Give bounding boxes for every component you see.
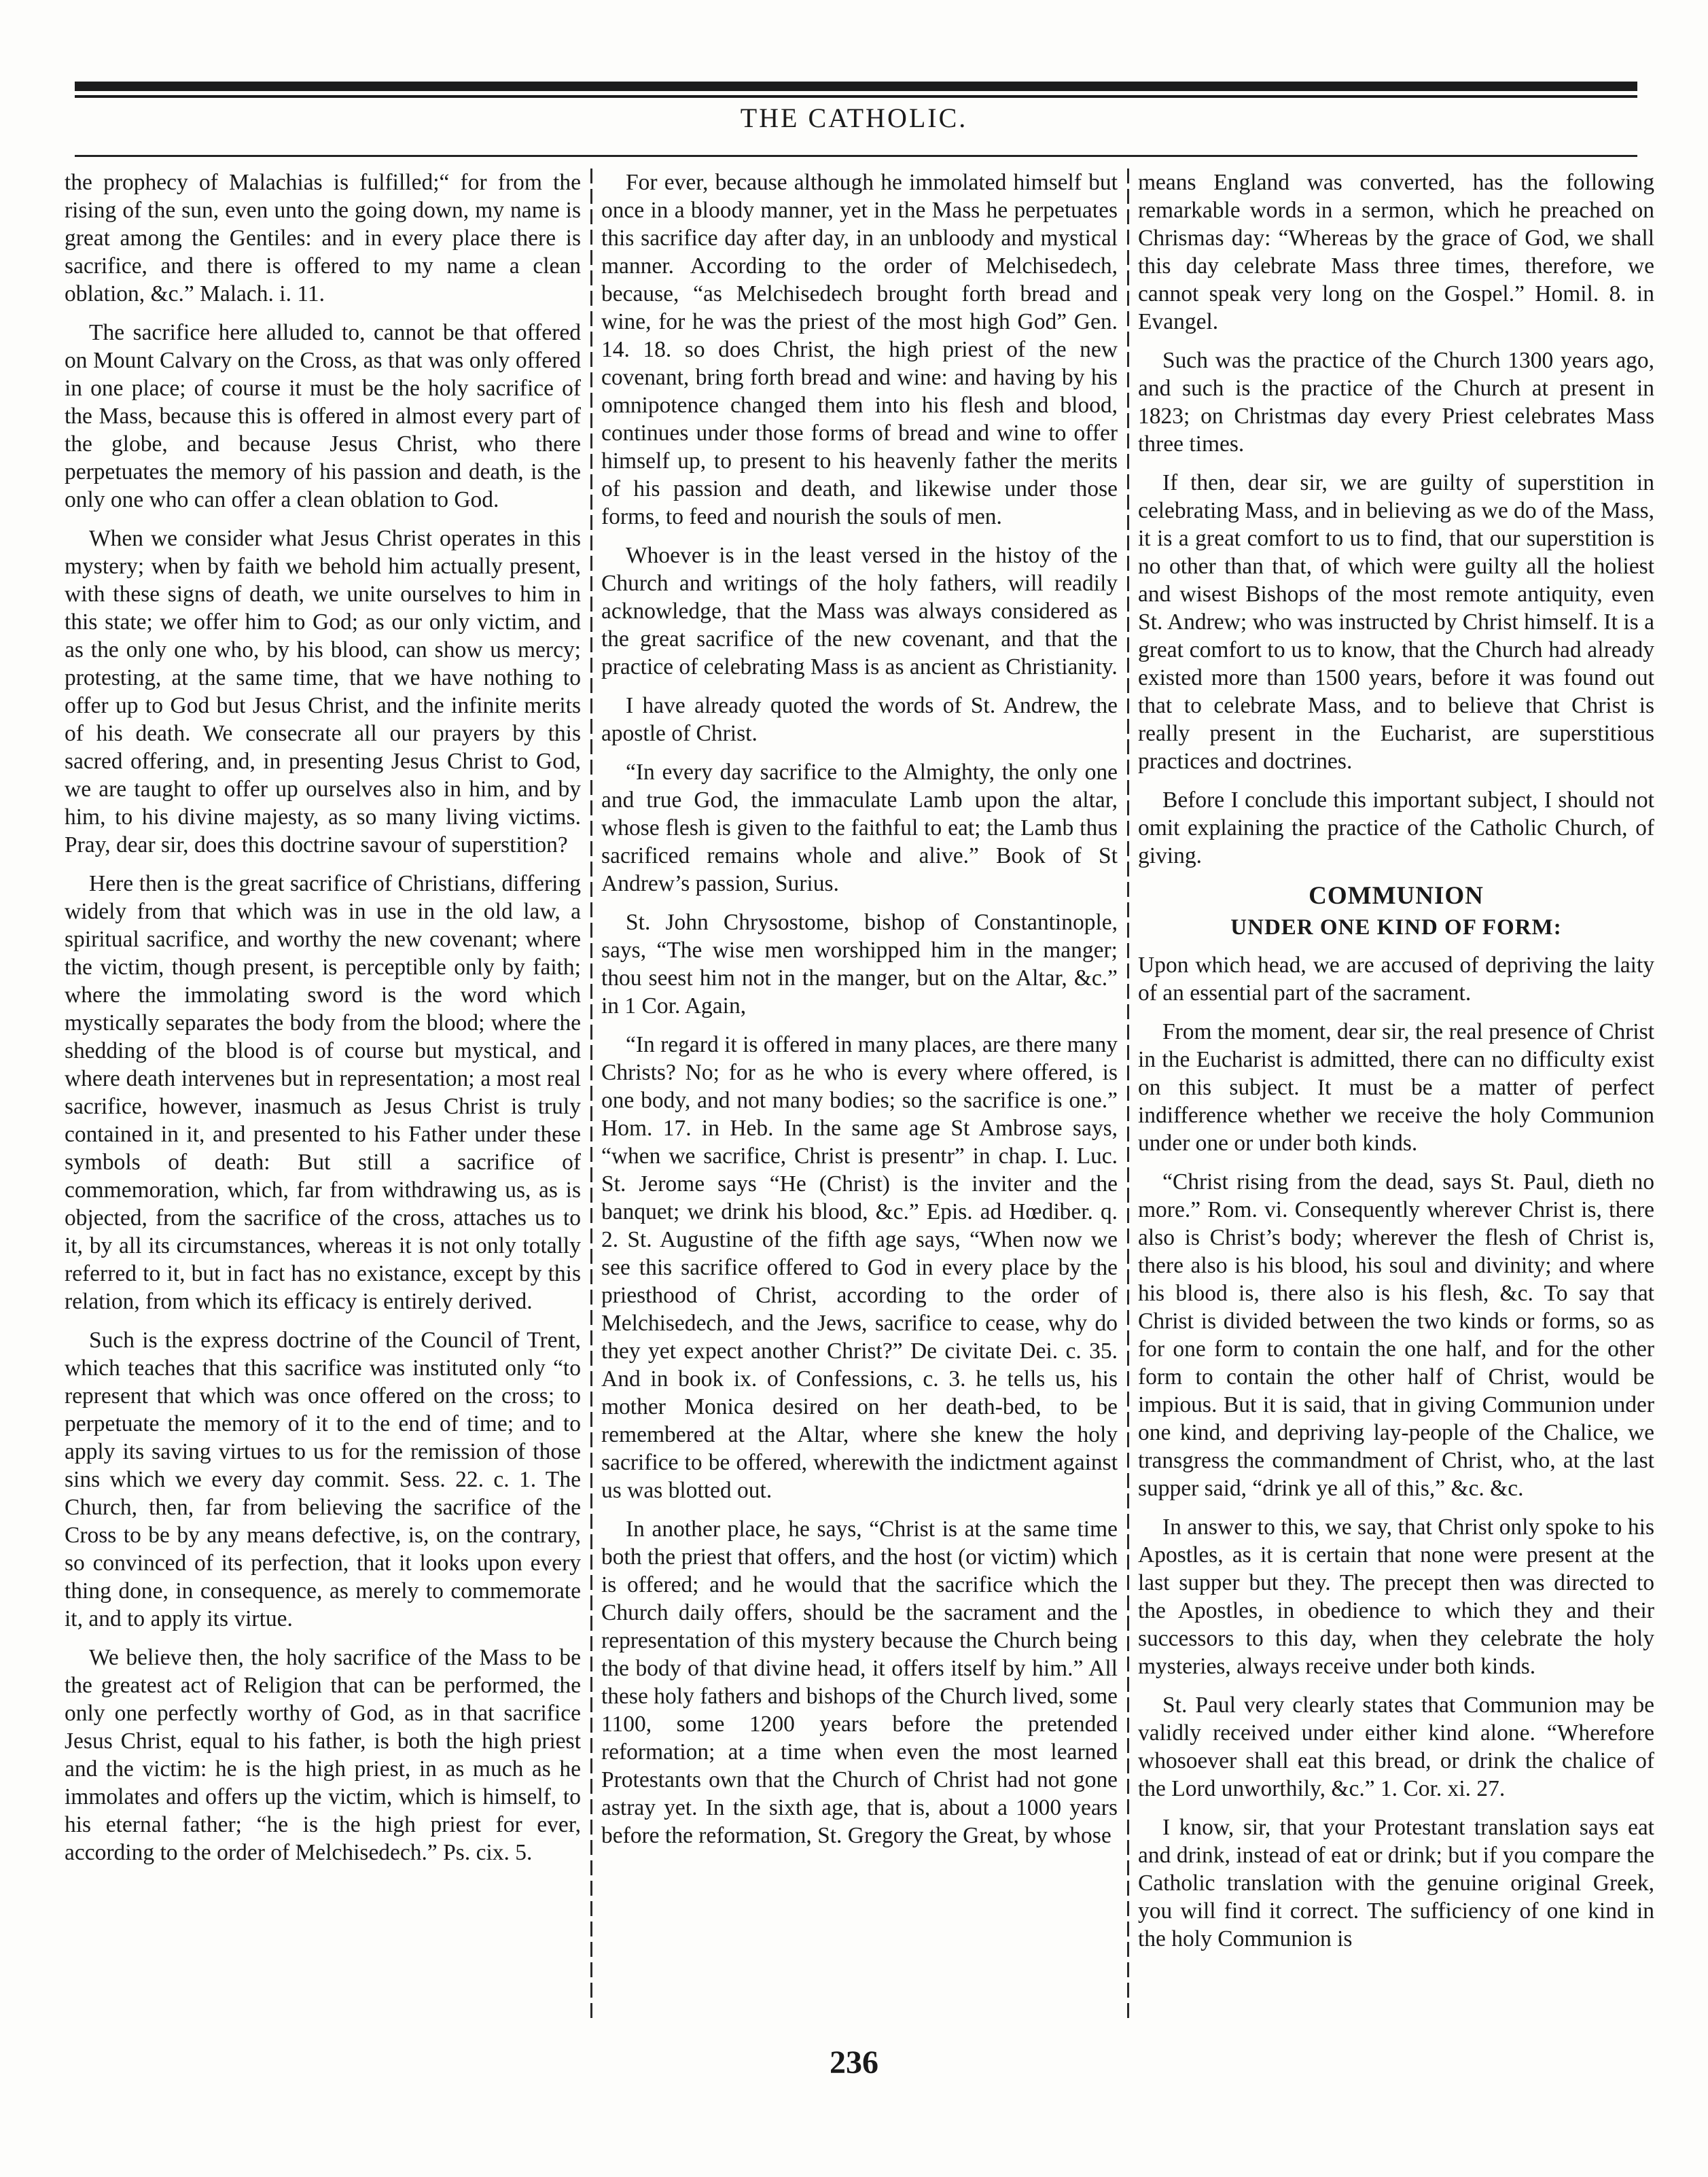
paragraph: “In every day sacrifice to the Almighty, the only one and true God, the immaculate Lamb upon the altar, whose flesh is given to the faithful to eat; the Lamb thus sacrificed remains whole and alive.” Book of St Andrew’s passion, Surius. (601, 760, 1118, 896)
column-left (65, 169, 581, 2027)
section-subheading: UNDER ONE KIND OF FORM: (1230, 915, 1562, 940)
column-divider-left (590, 169, 592, 2023)
paragraph: If then, dear sir, we are guilty of superstition in celebrating Mass, and in believing as we do of the Mass, it is a great comfort to us to find, that our superstition is no other than that, of which were guilty all the holiest and wisest Bishops of the most remote antiquity, even St. Andrew; who was instructed by Christ himself. It is a great comfort to us to know, that the Church had already existed more than 1500 years, before it was found out that to celebrate Mass, and to believe that Christ is really present in the Eucharist, are superstitious practices and doctrines. (1138, 470, 1654, 774)
paragraph: means England was converted, has the following remarkable words in a sermon, which he preached on Chrismas day: “Whereas by the grace of God, we shall this day celebrate Mass three times, therefore, we cannot speak very long on the Gospel.” Homil. 8. in Evangel. (1138, 170, 1654, 334)
paragraph: In another place, he says, “Christ is at the same time both the priest that offers, and the host (or victim) which is offered; and he would that the sacrifice which the Church daily offers, should be the sacrament and the representation of this mystery because the Church being the body of that divine head, it offers itself by him.” All these holy fathers and bishops of the Church lived, some 1100, some 1200 years before the pretended reformation; at a time when even the most learned Protestants own that the Church of Christ had not gone astray yet. In the sixth age, that is, about a 1000 years before the reformation, St. Gregory the Great, by whose (601, 1517, 1118, 1848)
paragraph: St. Paul very clearly states that Communion may be validly received under either kind alone. “Wherefore whosoever shall eat this bread, or drink the chalice of the Lord unworthily, &c.” 1. Cor. xi. 27. (1138, 1693, 1654, 1801)
paragraph: Before I conclude this important subject, I should not omit explaining the practice of the Catholic Church, of giving. (1138, 787, 1654, 868)
paragraph: the prophecy of Malachias is fulfilled;“ for from the rising of the sun, even unto the going down, my name is great among the Gentiles: and in every place there is sacrifice, and there is offered to my name a clean oblation, &c.” Malach. i. 11. (65, 170, 581, 306)
paragraph: From the moment, dear sir, the real presence of Christ in the Eucharist is admitted, there can no difficulty exist on this subject. It must be a matter of perfect indifference whether we receive the holy Communion under one or under both kinds. (1138, 1019, 1654, 1156)
column-divider-right (1127, 169, 1129, 2023)
paragraph: Upon which head, we are accused of depriving the laity of an essential part of the sacrament. (1138, 953, 1654, 1006)
paragraph: St. John Chrysostome, bishop of Constantinople, says, “The wise men worshipped him in the manger; thou seest him not in the manger, but on the Altar, &c.” in 1 Cor. Again, (601, 910, 1118, 1019)
column-right (1138, 169, 1654, 2027)
paragraph: “Christ rising from the dead, says St. Paul, dieth no more.” Rom. vi. Consequently wherever Christ is, there also is Christ’s body; wherever the flesh of Christ is, there also is his blood, his soul and divinity; and where his blood is, there also is his flesh, &c. To say that Christ is divided between the two kinds or forms, so as for one form to contain the one half, and for the other form to contain the other half of Christ, would be impious. But it is said, that in giving Communion under one kind, and depriving lay-people of the Chalice, we transgress the commandment of Christ, who, at the last supper said, “drink ye all of this,” &c. &c. (1138, 1169, 1654, 1501)
paragraph: Such is the express doctrine of the Council of Trent, which teaches that this sacrifice was instituted only “to represent that which was once offered on the cross; to perpetuate the memory of it to the end of time; and to apply its saving virtues to us for the remission of those sins which we every day commit. Sess. 22. c. 1. The Church, then, far from believing the sacrifice of the Cross to be by any means defective, is, on the contrary, so convinced of its perfection, that it looks upon every thing done, in consequence, as merely to commemorate it, and to apply its virtue. (65, 1328, 581, 1631)
paragraph: In answer to this, we say, that Christ only spoke to his Apostles, as it is certain that none were present at the last supper but they. The precept then was directed to the Apostles, in obedience to which they and their successors to this day, when they celebrate the holy mysteries, always receive under both kinds. (1138, 1515, 1654, 1679)
header-rule (75, 155, 1637, 157)
paragraph: We believe then, the holy sacrifice of the Mass to be the greatest act of Religion that can be performed, the only one perfectly worthy of God, as in that sacrifice Jesus Christ, equal to his father, is both the high priest and the victim: he is the high priest, in as much as he immolates and offers up the victim, which is himself, to his eternal father; “he is the high priest for ever, according to the order of Melchisedech.” Ps. cix. 5. (65, 1645, 581, 1865)
paragraph: Whoever is in the least versed in the histoy of the Church and writings of the holy fathers, will readily acknowledge, that the Mass was always considered as the great sacrifice of the new covenant, and that the practice of celebrating Mass is as ancient as Christianity. (601, 543, 1118, 679)
running-header: THE CATHOLIC. (740, 103, 968, 133)
page-number: 236 (830, 2045, 878, 2081)
paragraph: Here then is the great sacrifice of Christians, differing widely from that which was in use in the old law, a spiritual sacrifice, and worthy the new covenant; where the victim, though present, is perceptible only by faith; where the immolating sword is the word which mystically separates the body from the blood; where the shedding of the blood is of course but mystical, and where death intervenes but in representation; a most real sacrifice, however, inasmuch as Jesus Christ is truly contained in it, and presented to his Father under these symbols of death: But still a sacrifice of commemoration, which, far from withdrawing us, as is objected, from the sacrifice of the cross, attaches us to it, by all its circumstances, whereas it is not only totally referred to it, but in fact has no existance, except by this relation, from which its efficacy is entirely derived. (65, 871, 581, 1314)
section-heading: COMMUNION (1309, 882, 1484, 910)
column-middle (601, 169, 1118, 2027)
paragraph: When we consider what Jesus Christ operates in this mystery; when by faith we behold him actually present, with these signs of death, we unite ourselves to him in this state; we offer him to God; as our only victim, and as the only one who, by his blood, can show us mercy; protesting, at the same time, that we have nothing to offer up to God but Jesus Christ, and the infinite merits of his death. We consecrate all our prayers by this sacred offering, and, in presenting Jesus Christ to God, we are taught to offer up ourselves also in him, and by him, to his divine majesty, as so many living victims. Pray, dear sir, does this doctrine savour of superstition? (65, 526, 581, 857)
paragraph: “In regard it is offered in many places, are there many Christs? No; for as he who is every where offered, is one body, and not many bodies; so the sacrifice is one.” Hom. 17. in Heb. In the same age St Ambrose says, “when we sacrifice, Christ is presentr” in chap. I. Luc. St. Jerome says “He (Christ) is the inviter and the banquet; we drink his blood, &c.” Epis. ad Hœdiber. q. 2. St. Augustine of the fifth age says, “When now we see this sacrifice offered to God in every place by the priesthood of Christ, according to the order of Melchisedech, and the Jews, sacrifice to cease, why do they yet expect another Christ?” De civitate Dei. c. 35. And in book ix. of Confessions, c. 3. he tells us, his mother Monica desired on her death-bed, to be remembered at the Altar, where she knew the holy sacrifice to be offered, wherewith the indictment against us was blotted out. (601, 1032, 1118, 1503)
paragraph: The sacrifice here alluded to, cannot be that offered on Mount Calvary on the Cross, as that was only offered in one place; of course it must be the holy sacrifice of the Mass, because this is offered in almost every part of the globe, and because Jesus Christ, who there perpetuates the memory of his passion and death, is the only one who can offer a clean oblation to God. (65, 320, 581, 512)
paragraph: I have already quoted the words of St. Andrew, the apostle of Christ. (601, 693, 1118, 746)
paragraph: For ever, because although he immolated himself but once in a bloody manner, yet in the Mass he perpetuates this sacrifice day after day, in an unbloody and mystical manner. According to the order of Melchisedech, because, “as Melchisedech brought forth bread and wine, for he was the priest of the most high God” Gen. 14. 18. so does Christ, the high priest of the new covenant, bring forth bread and wine: and having by his omnipotence changed them into his flesh and blood, continues under those forms of bread and wine to offer himself up, to present to his heavenly father the merits of his passion and death, and likewise under those forms, to feed and nourish the souls of men. (601, 170, 1118, 529)
paragraph: I know, sir, that your Protestant translation says eat and drink, instead of eat or drink; but if you compare the Catholic translation with the genuine original Greek, you will find it correct. The sufficiency of one kind in the holy Communion is (1138, 1815, 1654, 1951)
top-heavy-rule (75, 82, 1637, 91)
paragraph: Such was the practice of the Church 1300 years ago, and such is the practice of the Church at present in 1823; on Christmas day every Priest celebrates Mass three times. (1138, 348, 1654, 457)
top-thin-rule (75, 95, 1637, 98)
